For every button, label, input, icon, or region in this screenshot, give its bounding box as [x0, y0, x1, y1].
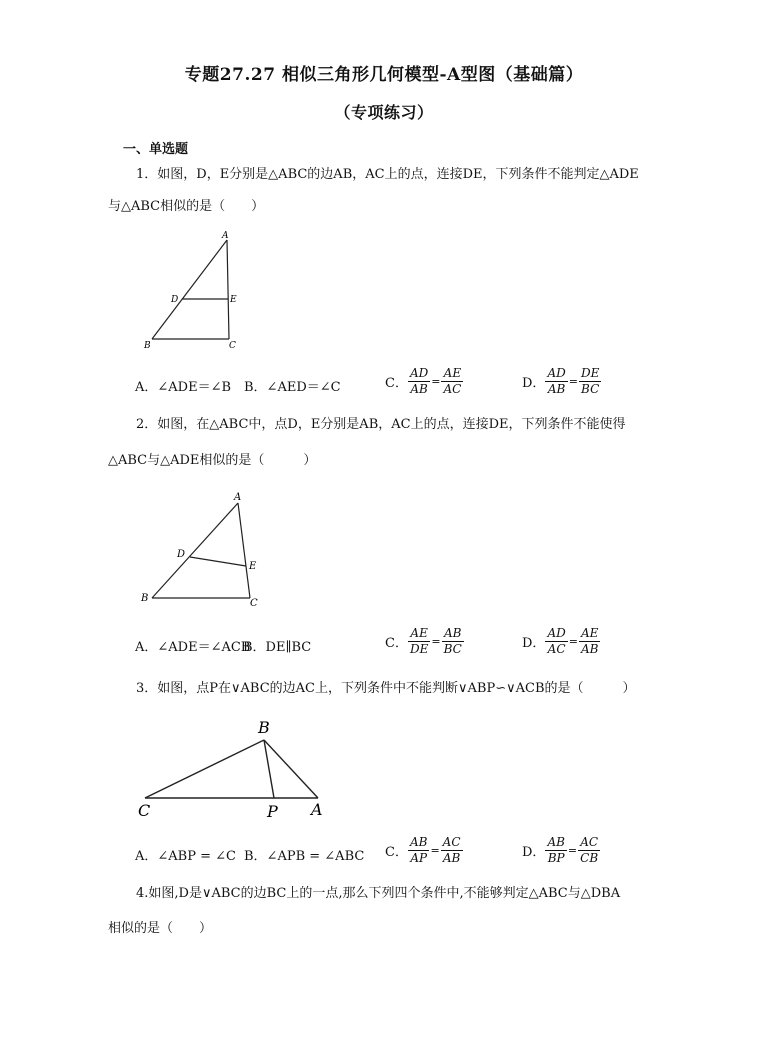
q3-option-c-frac-2: $\frac{AC}{AB}$: [442, 835, 461, 865]
q3-option-c-eq: =: [430, 844, 440, 857]
q2-option-d-frac-1: $\frac{AD}{AC}$: [547, 626, 566, 656]
q3-option-b[interactable]: B．∠APB = ∠ABC: [244, 849, 365, 864]
question-3-figure: [133, 712, 343, 822]
question-2-line-1: 2．如图，在△ABC中，点D，E分别是AB，AC上的点，连接DE，下列条件不能使得: [136, 417, 626, 432]
q2-side-ab: [152, 503, 238, 598]
q3-option-d-frac-1: $\frac{AB}{BP}$: [547, 835, 565, 865]
page-title: 专题27.27 相似三角形几何模型-A型图（基础篇）: [184, 65, 584, 85]
q1-option-a[interactable]: A．∠ADE＝∠B: [135, 380, 232, 395]
question-2-figure: [135, 488, 265, 613]
q1-option-d-frac-1: $\frac{AD}{AB}$: [547, 366, 566, 396]
question-3-line-1: 3．如图，点P在∨ABC的边AC上，下列条件中不能判断∨ABP∽∨ACB的是（ ）: [136, 681, 636, 696]
q1-option-d-eq: =: [568, 375, 578, 388]
q3-label-b: B: [258, 718, 270, 737]
question-4-line-1: 4.如图,D是∨ABC的边BC上的一点,那么下列四个条件中,不能够判定△ABC与△DBA: [136, 886, 621, 901]
q3-side-cb: [145, 740, 264, 798]
q2-option-d-eq: =: [568, 635, 578, 648]
q1-side-ac: [227, 240, 229, 339]
q1-label-e: E: [230, 295, 237, 305]
q1-option-c-prefix: C．: [385, 376, 408, 391]
q2-option-c-prefix: C．: [385, 636, 408, 651]
question-1-line-1: 1．如图，D，E分别是△ABC的边AB，AC上的点，连接DE，下列条件不能判定△ADE: [136, 167, 639, 182]
q1-option-b[interactable]: B．∠AED＝∠C: [244, 380, 341, 395]
q2-option-c-frac-1: $\frac{AE}{DE}$: [409, 626, 429, 656]
q1-label-d: D: [171, 295, 179, 305]
q2-option-b[interactable]: B．DE∥BC: [243, 640, 312, 655]
q1-label-c: C: [229, 341, 236, 351]
q1-label-a: A: [222, 231, 229, 241]
question-2-line-2: △ABC与△ADE相似的是（ ）: [108, 453, 317, 468]
question-4-line-2: 相似的是（ ）: [108, 921, 213, 936]
q2-option-d-frac-2: $\frac{AE}{AB}$: [580, 626, 599, 656]
q3-label-a: A: [311, 800, 323, 819]
question-1-figure: [140, 228, 250, 353]
q3-option-d-prefix: D．: [522, 845, 546, 860]
q1-option-c-eq: =: [431, 375, 441, 388]
q1-option-d-frac-2: $\frac{DE}{BC}$: [580, 366, 600, 396]
q1-option-d-prefix: D．: [522, 376, 546, 391]
q3-option-a[interactable]: A．∠ABP = ∠C: [135, 849, 236, 864]
q2-side-ac: [238, 503, 250, 598]
q2-option-a[interactable]: A．∠ADE＝∠ACB: [135, 640, 251, 655]
q2-option-c[interactable]: [385, 626, 464, 657]
q3-option-c[interactable]: [385, 835, 463, 866]
q2-label-e: E: [249, 561, 257, 572]
q1-option-c-frac-1: $\frac{AD}{AB}$: [409, 366, 429, 396]
q2-label-d: D: [177, 549, 186, 560]
section-heading: 一、单选题: [123, 142, 189, 157]
q2-segment-de: [190, 557, 246, 566]
q2-label-a: A: [234, 492, 242, 503]
q1-option-c[interactable]: [385, 366, 463, 397]
q3-option-d-frac-2: $\frac{AC}{CB}$: [580, 835, 599, 865]
q1-label-b: B: [144, 341, 151, 351]
q2-label-c: C: [250, 598, 258, 609]
q2-option-c-frac-2: $\frac{AB}{BC}$: [443, 626, 462, 656]
q2-option-c-eq: =: [431, 635, 441, 648]
q3-option-d[interactable]: [522, 835, 600, 866]
q1-side-ab: [152, 240, 227, 339]
q1-option-c-frac-2: $\frac{AE}{AC}$: [443, 366, 462, 396]
q2-label-b: B: [141, 593, 149, 604]
q2-option-d-prefix: D．: [522, 636, 546, 651]
q3-label-c: C: [138, 801, 151, 820]
q3-option-d-eq: =: [567, 844, 578, 857]
q3-option-c-prefix: C．: [385, 845, 408, 860]
q1-option-d[interactable]: [522, 366, 601, 397]
q2-option-d[interactable]: [522, 626, 600, 657]
page-subtitle: （专项练习）: [334, 103, 434, 122]
question-1-line-2: 与△ABC相似的是（ ）: [108, 199, 265, 214]
q3-label-p: P: [267, 802, 278, 821]
q3-option-c-frac-1: $\frac{AB}{AP}$: [409, 835, 428, 865]
